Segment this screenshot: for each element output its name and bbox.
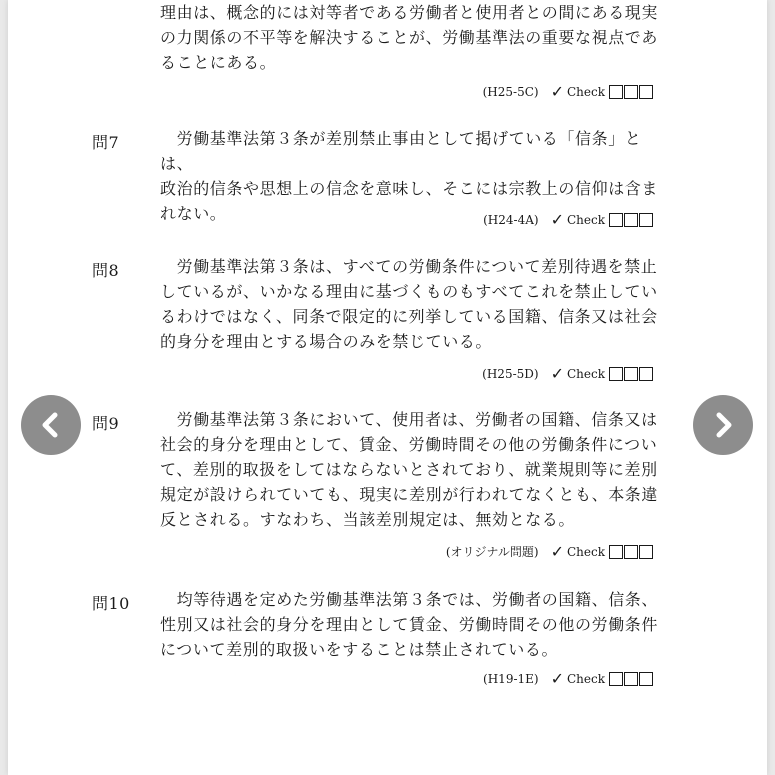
text-line: の力関係の不平等を解決することが、労働基準法の重要な視点であ (160, 28, 659, 47)
checkbox[interactable] (609, 367, 623, 381)
text-line: 労働基準法第３条が差別禁止事由として掲げている「信条」とは、 (160, 129, 642, 173)
question-text (160, 587, 670, 662)
checkbox[interactable] (609, 545, 623, 559)
question-number: 問10 (92, 594, 130, 613)
next-page-button[interactable] (693, 395, 753, 455)
source-code: (H25-5C) (482, 84, 539, 99)
text-line: しているが、いかなる理由に基づくものもすべてこれを禁止してい (160, 282, 658, 301)
check-label: Check (566, 84, 605, 99)
question-text (160, 407, 670, 532)
text-line: について差別的取扱いをすることは禁止されている。 (160, 640, 559, 659)
checkbox[interactable] (639, 367, 653, 381)
question-number: 問8 (92, 261, 120, 280)
checkbox[interactable] (639, 213, 653, 227)
checkbox[interactable] (609, 85, 623, 99)
text-line: 規定が設けられていても、現実に差別が行われてなくとも、本条違 (160, 485, 659, 504)
text-line: 理由は、概念的には対等者である労働者と使用者との間にある現実 (160, 3, 659, 22)
text-line: 社会的身分を理由として、賃金、労働時間その他の労働条件につい (160, 435, 658, 454)
checkbox[interactable] (624, 213, 638, 227)
question-text (160, 254, 670, 354)
text-line: 均等待遇を定めた労働基準法第３条では、労働者の国籍、信条、 (160, 590, 659, 609)
text-line: るわけではなく、同条で限定的に列挙している国籍、信条又は社会 (160, 307, 658, 326)
document-page (8, 0, 767, 775)
checkbox[interactable] (609, 213, 623, 227)
chevron-left-icon (36, 410, 66, 440)
check-label: Check (566, 212, 605, 227)
question-source (482, 364, 653, 383)
source-code: (H25-5D) (482, 366, 539, 381)
previous-page-button[interactable] (21, 395, 81, 455)
chevron-right-icon (708, 410, 738, 440)
check-mark-icon: ✓ (550, 82, 564, 101)
checkbox[interactable] (624, 672, 638, 686)
check-mark-icon: ✓ (550, 210, 564, 229)
source-code: (H19-1E) (483, 671, 539, 686)
check-mark-icon: ✓ (550, 364, 564, 383)
question-source (483, 669, 653, 688)
check-label: Check (566, 366, 605, 381)
text-line: 的身分を理由とする場合のみを禁じている。 (160, 332, 493, 351)
text-line: 政治的信条や思想上の信念を意味し、そこには宗教上の信仰は含ま (160, 179, 659, 198)
checkbox[interactable] (609, 672, 623, 686)
check-label: Check (566, 671, 605, 686)
check-label: Check (566, 544, 605, 559)
intro-text (160, 0, 670, 75)
check-mark-icon: ✓ (550, 669, 564, 688)
question-number: 問9 (92, 414, 120, 433)
text-line: 性別又は社会的身分を理由として賃金、労働時間その他の労働条件 (160, 615, 659, 634)
text-line: て、差別的取扱をしてはならないとされており、就業規則等に差別 (160, 460, 658, 479)
source-code: (H24-4A) (483, 212, 539, 227)
checkbox[interactable] (639, 672, 653, 686)
question-source (483, 210, 653, 229)
source-code: (オリジナル問題) (445, 545, 539, 559)
text-line: 反とされる。すなわち、当該差別規定は、無効となる。 (160, 510, 576, 529)
question-source (446, 542, 653, 561)
checkbox[interactable] (639, 85, 653, 99)
check-mark-icon: ✓ (550, 542, 564, 561)
text-line: ることにある。 (160, 53, 277, 72)
text-line: れない。 (160, 204, 227, 223)
text-line: 労働基準法第３条は、すべての労働条件について差別待遇を禁止 (160, 257, 658, 276)
checkbox[interactable] (639, 545, 653, 559)
question-number: 問7 (92, 133, 120, 152)
text-line: 労働基準法第３条において、使用者は、労働者の国籍、信条又は (160, 410, 658, 429)
checkbox[interactable] (624, 545, 638, 559)
intro-source (483, 82, 653, 101)
checkbox[interactable] (624, 85, 638, 99)
checkbox[interactable] (624, 367, 638, 381)
